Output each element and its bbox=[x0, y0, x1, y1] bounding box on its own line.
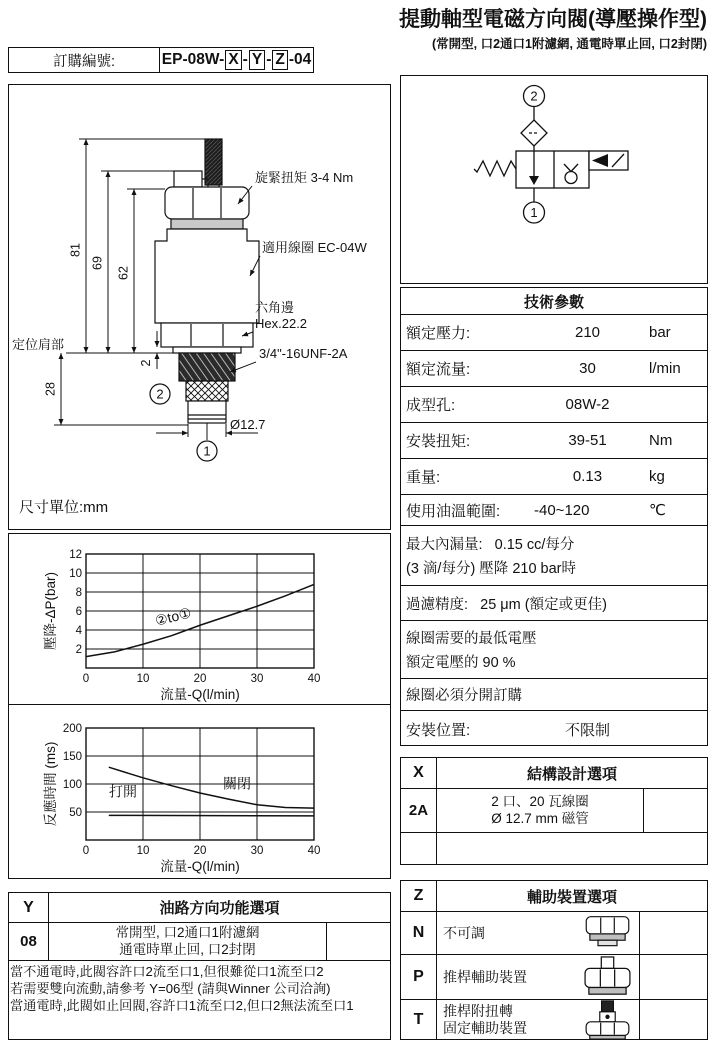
y-table-notes bbox=[9, 961, 390, 1016]
x-options-table bbox=[400, 757, 708, 865]
order-number-label: 訂購編號: bbox=[9, 48, 160, 72]
svg-text:0: 0 bbox=[82, 845, 90, 857]
z-row-spare-cell bbox=[639, 1000, 707, 1040]
svg-text:3/4"-16UNF-2A: 3/4"-16UNF-2A bbox=[259, 346, 348, 361]
z-table-code-header: Z bbox=[401, 881, 437, 911]
svg-text:Ø12.7: Ø12.7 bbox=[230, 417, 266, 432]
x-row-code: 2A bbox=[401, 789, 437, 832]
z-options-table bbox=[400, 880, 708, 1040]
x-table-header bbox=[401, 758, 707, 789]
twist-lock-knob-icon bbox=[580, 1000, 635, 1040]
svg-text:10: 10 bbox=[136, 845, 150, 857]
hydraulic-symbol-panel bbox=[400, 75, 708, 284]
y-note-line: 當不通電時,此閥容許口2流至口1,但很難從口1流至口2 bbox=[10, 964, 324, 979]
svg-text:Hex.22.2: Hex.22.2 bbox=[255, 316, 308, 331]
z-row-code: P bbox=[401, 955, 437, 999]
nut-icon bbox=[580, 914, 635, 952]
svg-text:81: 81 bbox=[68, 243, 83, 257]
tech-table-title: 技術參數 bbox=[401, 288, 707, 315]
y-row-code: 08 bbox=[9, 923, 49, 960]
spec-note-coil-ordered-separately: 線圈必須分開訂購 bbox=[401, 679, 707, 711]
svg-text:適用線圈 EC-04W: 適用線圈 EC-04W bbox=[262, 240, 367, 255]
z-row-code: T bbox=[401, 1000, 437, 1040]
spec-row-install-torque: 安裝扭矩: 39-51 Nm bbox=[401, 423, 707, 459]
z-table-row-p bbox=[401, 955, 707, 1000]
z-row-code: N bbox=[401, 912, 437, 954]
y-table-code-header: Y bbox=[9, 893, 49, 922]
y-table-row-08 bbox=[9, 923, 390, 961]
order-code-y: Y bbox=[249, 50, 265, 69]
z-row-description: 不可調 bbox=[437, 912, 639, 954]
pressure-drop-chart-panel bbox=[8, 533, 391, 705]
svg-text:流量-Q(l/min): 流量-Q(l/min) bbox=[160, 859, 240, 874]
svg-text:0: 0 bbox=[82, 673, 90, 685]
order-number-box bbox=[8, 47, 314, 73]
hydraulic-symbol bbox=[401, 76, 706, 282]
svg-text:30: 30 bbox=[250, 845, 264, 857]
svg-text:200: 200 bbox=[62, 723, 82, 735]
svg-text:2: 2 bbox=[139, 359, 153, 367]
svg-text:28: 28 bbox=[43, 382, 58, 396]
svg-text:關閉: 關閉 bbox=[223, 775, 252, 792]
svg-text:30: 30 bbox=[250, 673, 264, 685]
spec-row-rated-flow: 額定流量: 30 l/min bbox=[401, 351, 707, 387]
svg-text:旋緊扭矩 3-4 Nm: 旋緊扭矩 3-4 Nm bbox=[255, 170, 354, 185]
header-block bbox=[335, 3, 707, 52]
x-table-row-2a bbox=[401, 789, 707, 833]
svg-text:2: 2 bbox=[75, 644, 82, 656]
svg-text:40: 40 bbox=[307, 673, 321, 685]
svg-text:62: 62 bbox=[116, 266, 131, 280]
order-dash1: - bbox=[242, 51, 248, 68]
svg-text:150: 150 bbox=[62, 751, 82, 763]
z-table-header bbox=[401, 881, 707, 912]
dimension-unit-note: 尺寸單位:mm bbox=[19, 499, 109, 516]
svg-text:6: 6 bbox=[75, 606, 82, 618]
x-table-empty-row bbox=[401, 833, 707, 864]
svg-text:反應時間 (ms): 反應時間 (ms) bbox=[43, 741, 58, 827]
y-table-header bbox=[9, 893, 390, 923]
spec-note-min-voltage: 線圈需要的最低電壓 額定電壓的 90 % bbox=[401, 621, 707, 679]
svg-text:50: 50 bbox=[69, 807, 82, 819]
pressure-drop-chart bbox=[9, 534, 389, 703]
svg-text:定位肩部: 定位肩部 bbox=[12, 337, 65, 352]
order-prefix: EP-08W- bbox=[161, 51, 225, 68]
z-table-title: 輔助裝置選項 bbox=[526, 888, 617, 906]
svg-text:②to①: ②to① bbox=[153, 604, 193, 629]
spec-note-filtration: 過濾精度: 25 μm (額定或更佳) bbox=[401, 586, 707, 621]
y-row-spare-cell bbox=[326, 923, 390, 960]
spec-row-mounting: 安裝位置: 不限制 bbox=[406, 722, 610, 739]
order-dash2: - bbox=[266, 51, 272, 68]
svg-text:12: 12 bbox=[69, 549, 82, 561]
svg-text:20: 20 bbox=[193, 673, 207, 685]
spec-row-rated-pressure: 額定壓力: 210 bar bbox=[401, 315, 707, 351]
symbol-port-2: 2 bbox=[530, 88, 538, 104]
svg-text:流量-Q(l/min): 流量-Q(l/min) bbox=[160, 687, 240, 702]
spec-note-leakage: 最大內漏量: 0.15 cc/每分 (3 滴/每分) 壓降 210 bar時 bbox=[401, 526, 707, 586]
svg-text:4: 4 bbox=[75, 625, 82, 637]
svg-text:20: 20 bbox=[193, 845, 207, 857]
order-suffix: -04 bbox=[288, 51, 312, 68]
svg-text:69: 69 bbox=[90, 256, 105, 270]
z-row-description: 推桿輔助裝置 bbox=[437, 955, 639, 999]
symbol-port-1: 1 bbox=[530, 205, 538, 220]
x-row-spare-cell bbox=[643, 789, 707, 832]
svg-text:40: 40 bbox=[307, 845, 321, 857]
svg-text:六角邊: 六角邊 bbox=[255, 300, 295, 315]
spec-row-weight: 重量: 0.13 kg bbox=[401, 459, 707, 495]
spec-row-oil-temp: 使用油溫範圍: -40~120 ℃ bbox=[401, 495, 707, 526]
order-number-value bbox=[160, 48, 313, 72]
valve-drawing-panel bbox=[8, 84, 391, 530]
svg-text:打開: 打開 bbox=[109, 783, 138, 800]
pushrod-nut-icon bbox=[580, 956, 635, 998]
x-table-code-header: X bbox=[401, 758, 437, 788]
spec-row-cavity: 成型孔: 08W-2 bbox=[401, 387, 707, 423]
valve-cartridge-drawing bbox=[9, 85, 389, 528]
response-time-chart-panel bbox=[8, 705, 391, 879]
z-table-row-n bbox=[401, 912, 707, 955]
y-table-title: 油路方向功能選項 bbox=[159, 900, 280, 917]
x-row-description: 2 口、20 瓦線圈 Ø 12.7 mm 磁管 bbox=[491, 793, 589, 826]
z-table-row-t bbox=[401, 1000, 707, 1040]
z-row-description: 推桿附扭轉 固定輔助裝置 bbox=[437, 1000, 639, 1040]
y-options-table bbox=[8, 892, 391, 1040]
svg-text:8: 8 bbox=[75, 587, 82, 599]
z-row-spare-cell bbox=[639, 912, 707, 954]
svg-text:10: 10 bbox=[136, 673, 150, 685]
svg-text:10: 10 bbox=[69, 568, 82, 580]
y-note-line: 若需要雙向流動,請參考 Y=06型 (請與Winner 公司洽詢) bbox=[10, 981, 331, 996]
tech-specs-table bbox=[400, 287, 708, 746]
svg-text:1: 1 bbox=[203, 443, 211, 459]
svg-text:2: 2 bbox=[156, 386, 164, 402]
response-time-chart bbox=[9, 705, 389, 876]
svg-text:100: 100 bbox=[62, 779, 82, 791]
z-row-spare-cell bbox=[639, 955, 707, 999]
y-row-description: 常開型, 口2通口1附濾網 通電時單止回, 口2封閉 bbox=[115, 924, 260, 957]
valve-body-outline bbox=[155, 139, 259, 423]
page-title: 提動軸型電磁方向閥(導壓操作型) bbox=[399, 8, 707, 31]
y-note-line: 當通電時,此閥如止回閥,容許口1流至口2,但口2無法流至口1 bbox=[10, 998, 354, 1013]
page-subtitle: (常開型, 口2通口1附濾網, 通電時單止回, 口2封閉) bbox=[431, 37, 707, 51]
x-table-title: 結構設計選項 bbox=[526, 765, 617, 783]
svg-text:壓降-ΔP(bar): 壓降-ΔP(bar) bbox=[43, 571, 58, 651]
order-code-x: X bbox=[225, 50, 241, 69]
order-code-z: Z bbox=[272, 50, 287, 69]
